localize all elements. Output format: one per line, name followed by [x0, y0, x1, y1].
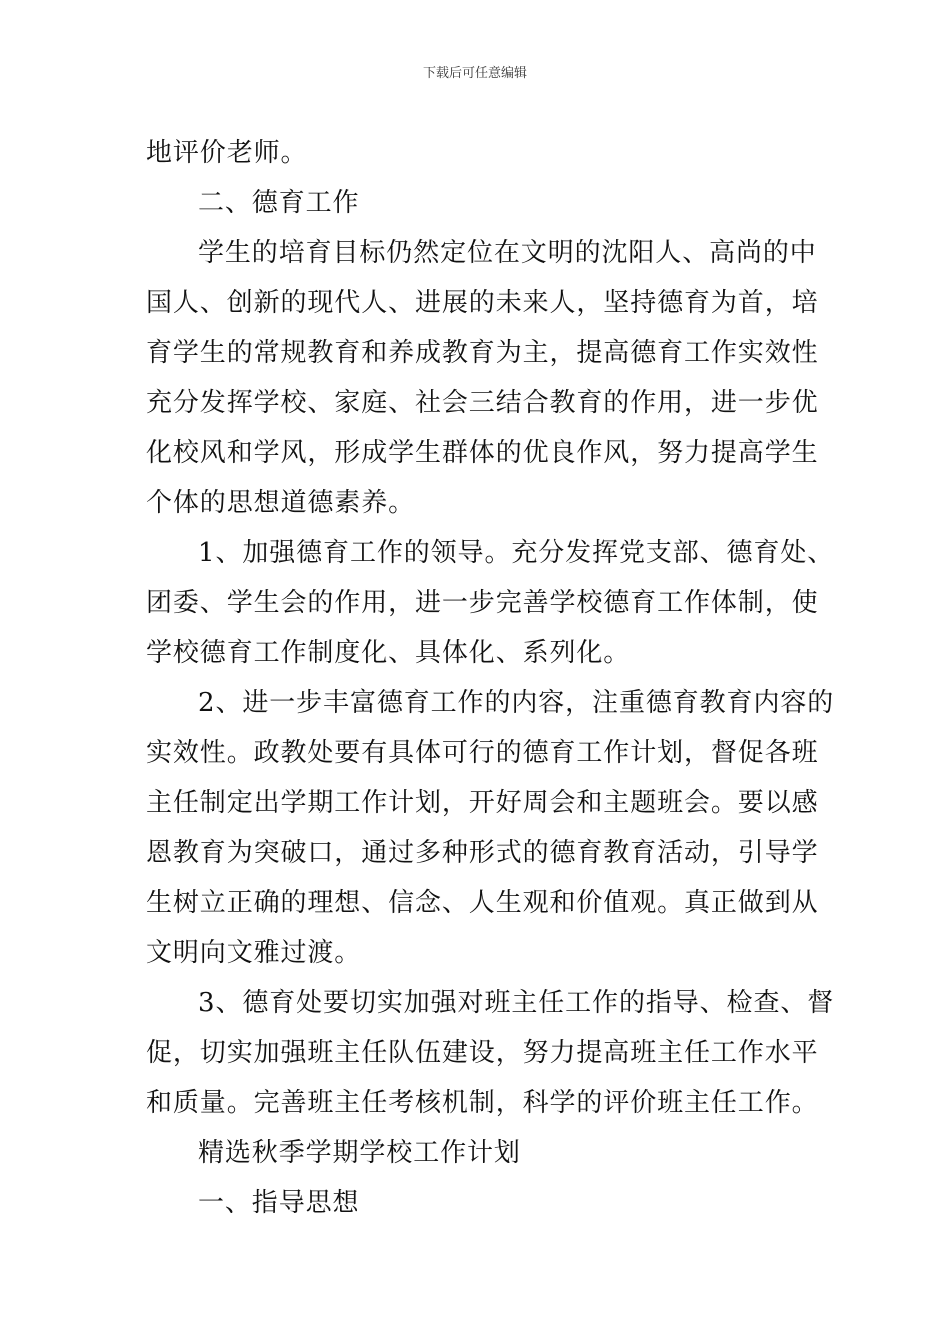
document-line: 团委、学生会的作用，进一步完善学校德育工作体制，使	[146, 588, 819, 618]
document-line: 精选秋季学期学校工作计划	[198, 1138, 521, 1168]
document-line: 促，切实加强班主任队伍建设，努力提高班主任工作水平	[146, 1038, 819, 1068]
document-line: 育学生的常规教育和养成教育为主，提高德育工作实效性	[146, 338, 819, 368]
document-line: 国人、创新的现代人、进展的未来人，坚持德育为首，培	[146, 288, 819, 318]
document-line: 实效性。政教处要有具体可行的德育工作计划，督促各班	[146, 738, 819, 768]
document-line: 地评价老师。	[146, 138, 308, 168]
document-line: 文明向文雅过渡。	[146, 938, 362, 968]
document-line: 充分发挥学校、家庭、社会三结合教育的作用，进一步优	[146, 388, 819, 418]
document-line: 学校德育工作制度化、具体化、系列化。	[146, 638, 631, 668]
page-header: 下载后可任意编辑	[422, 66, 527, 81]
document-line: 二、德育工作	[198, 188, 360, 218]
document-line: 生树立正确的理想、信念、人生观和价值观。真正做到从	[146, 888, 819, 918]
document-line: 主任制定出学期工作计划，开好周会和主题班会。要以感	[146, 788, 819, 818]
document-line: 和质量。完善班主任考核机制，科学的评价班主任工作。	[146, 1088, 819, 1118]
document-line: 个体的思想道德素养。	[146, 488, 416, 518]
document-line: 学生的培育目标仍然定位在文明的沈阳人、高尚的中	[198, 238, 817, 268]
document-line: 一、指导思想	[198, 1188, 360, 1218]
document-line: 2、进一步丰富德育工作的内容，注重德育教育内容的	[198, 688, 835, 718]
document-line: 3、德育处要切实加强对班主任工作的指导、检查、督	[198, 988, 835, 1018]
document-body	[146, 128, 835, 1228]
document-line: 恩教育为突破口，通过多种形式的德育教育活动，引导学	[146, 838, 819, 868]
document-line: 1、加强德育工作的领导。充分发挥党支部、德育处、	[198, 538, 835, 568]
document-line: 化校风和学风，形成学生群体的优良作风，努力提高学生	[146, 438, 819, 468]
